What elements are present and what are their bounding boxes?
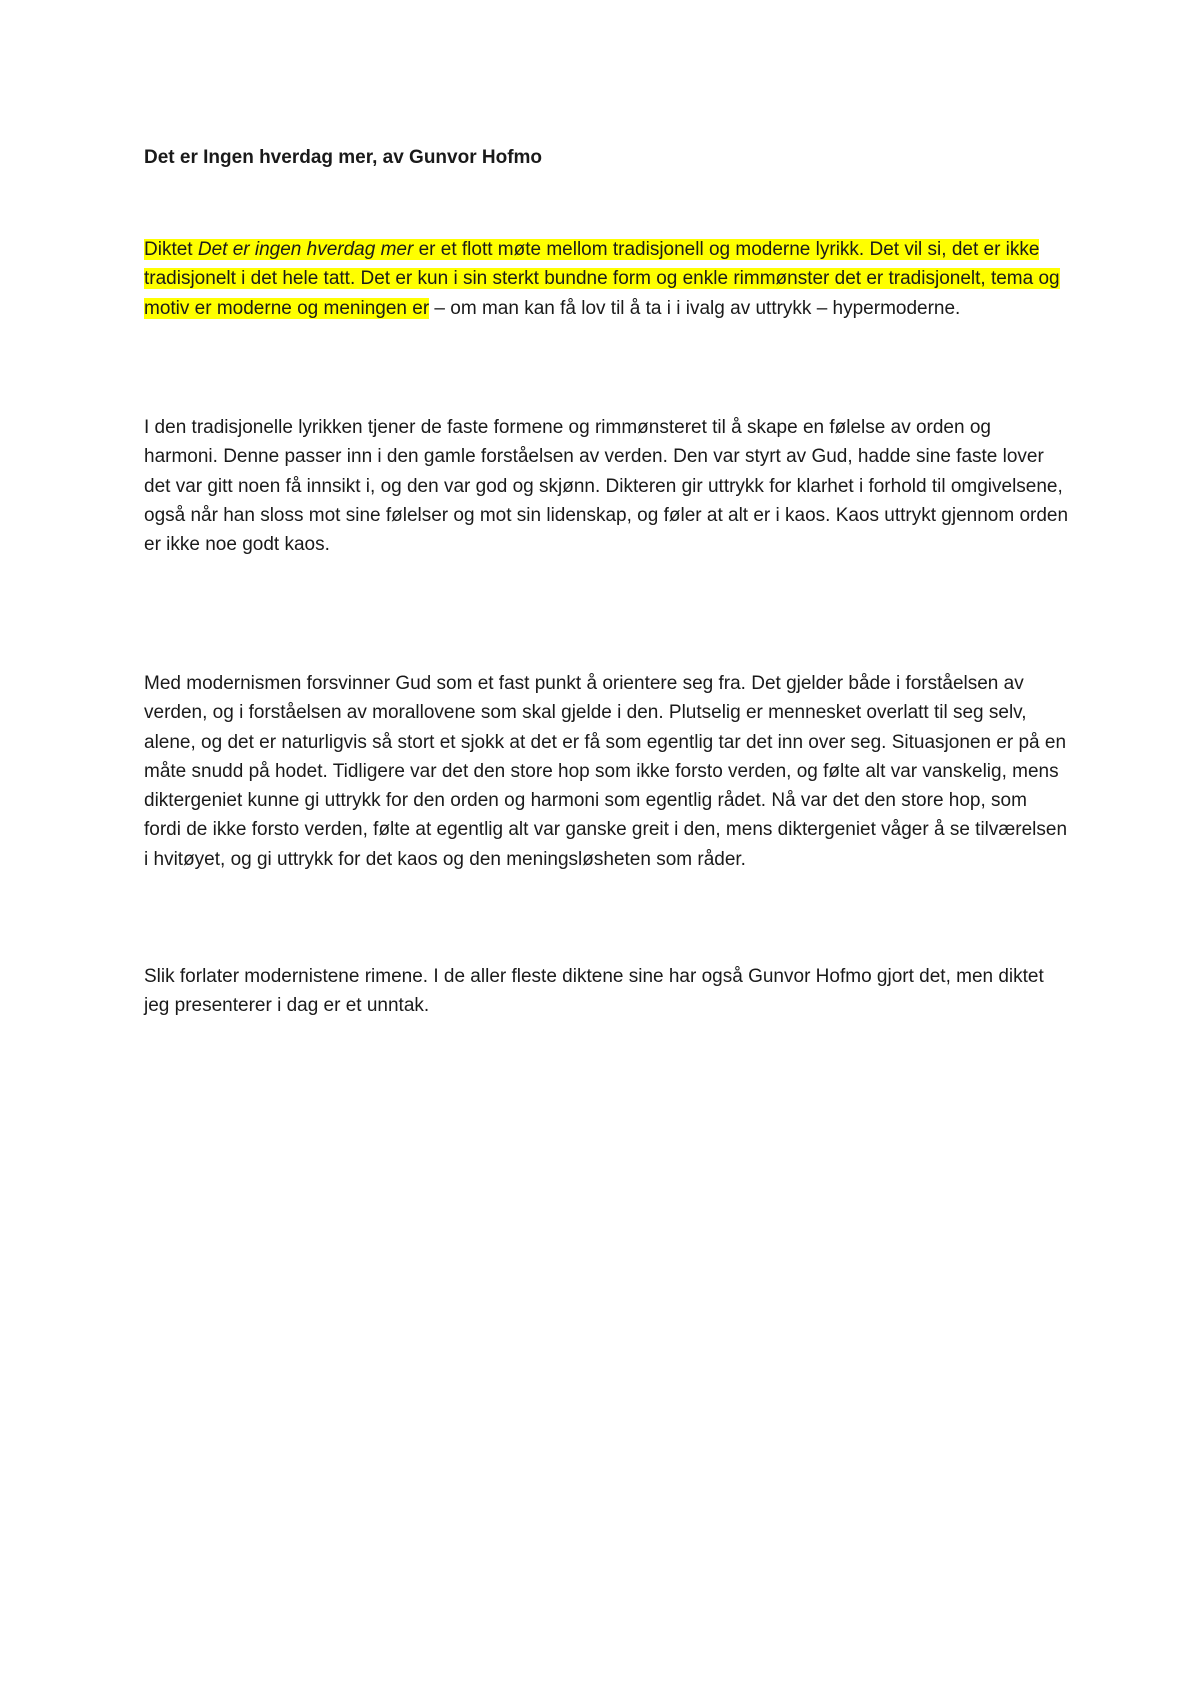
paragraph-conclusion: Slik forlater modernistene rimene. I de aller fleste diktene sine har også Gunvor Hofmo gjort det, men diktet jeg presenterer i dag er et unntak. [144, 966, 1044, 1017]
document-title: Det er Ingen hverdag mer, av Gunvor Hofmo [144, 147, 543, 168]
highlight-prefix: Diktet [144, 239, 198, 260]
paragraph-modernism: Med modernismen forsvinner Gud som et fast punkt å orientere seg fra. Det gjelder både i forståelsen av verden, og i forståelsen av morallovene som skal gjelde i den. Plutselig er mennesket overlatt til seg selv, alene, og det er naturligvis så stort et sjokk at det er få som egentlig tar det inn over seg. Situasjonen er på en måte snudd på hodet. Tidligere var det den store hop som ikke forsto verden, og følte alt var vanskelig, mens diktergeniet kunne gi uttrykk for den orden og harmoni som egentlig rådet. Nå var det den store hop, som fordi de ikke forsto verden, følte at egentlig alt var ganske greit i den, mens diktergeniet våger å se tilværelsen i hvitøyet, og gi uttrykk for det kaos og den meningsløsheten som råder. [144, 673, 1068, 870]
paragraph-intro [144, 235, 1069, 323]
paragraph-intro-rest: – om man kan få lov til å ta i i ivalg av uttrykk – hypermoderne. [429, 297, 961, 319]
highlight-rest: er et flott møte mellom tradisjonell og moderne lyrikk. Det vil si, det er ikke tradisjonelt i det hele tatt. Det er kun i sin sterkt bundne form og enkle rimmønster det er tradisjonelt, tema og motiv er moderne og meningen er [144, 239, 1060, 319]
paragraph-tradition: I den tradisjonelle lyrikken tjener de faste formene og rimmønsteret til å skape en følelse av orden og harmoni. Denne passer inn i den gamle forståelsen av verden. Den var styrt av Gud, hadde sine faste lover det var gitt noen få innsikt i, og den var god og skjønn. Dikteren gir uttrykk for klarhet i forhold til omgivelsene, også når han sloss mot sine følelser og mot sin lidenskap, og føler at alt er i kaos. Kaos uttrykt gjennom orden er ikke noe godt kaos. [144, 417, 1069, 556]
poem-title: Det er ingen hverdag mer [197, 239, 414, 260]
